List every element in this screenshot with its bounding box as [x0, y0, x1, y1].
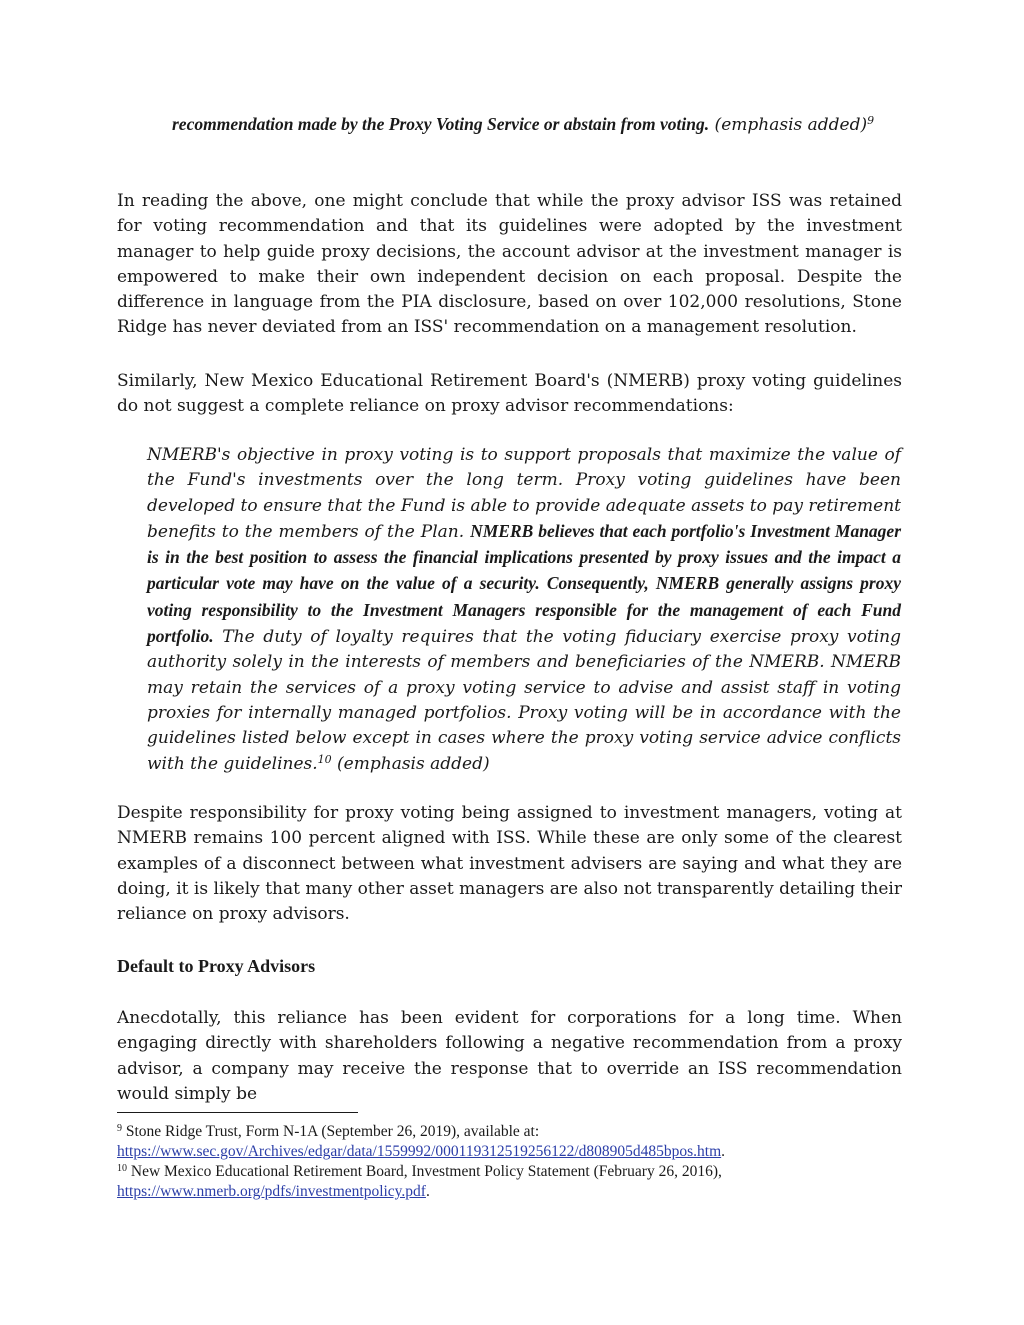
- footnote-number: 9: [117, 1123, 122, 1134]
- block-quote-nmerb: [147, 443, 901, 777]
- footnote-link[interactable]: https://www.nmerb.org/pdfs/investmentpolicy.pdf: [117, 1183, 426, 1200]
- quote-trailer: (emphasis added): [709, 115, 868, 135]
- footnote-text: New Mexico Educational Retirement Board, Investment Policy Statement (February 26, 2016),: [130, 1163, 722, 1180]
- body-paragraph-3: Despite responsibility for proxy voting being assigned to investment managers, voting at NMERB remains 100 percent aligned with ISS. While these are only some of the clearest examples of a disconnect between what investment advisers are saying and what they are doing, it is likely that many other asset managers are also not transparently detailing their reliance on proxy advisors.: [117, 803, 902, 925]
- footnote-10-link-line: [117, 1182, 917, 1202]
- footnotes: [117, 1122, 917, 1202]
- footnote-9: [117, 1122, 917, 1142]
- quote-text-part1: NMERB's objective in proxy voting is to support proposals that maximize the value of the Fund's investments over the long term. Proxy voting guidelines have been developed to ensure that the Fund is able to provide adequate assets to pay retirement benefits to the members of the Plan.: [147, 445, 901, 542]
- footnote-number: 10: [117, 1163, 127, 1174]
- footnote-divider: [117, 1112, 358, 1113]
- footnote-ref-9: 9: [867, 114, 875, 127]
- quote-emphasis: NMERB believes that each portfolio's Investment Manager is in the best position to assess the financial implications presented by proxy issues and the impact a particular vote may have on the value of a security. Consequently, NMERB generally assigns proxy voting responsibility to the Investment Managers responsible for the management of each Fund portfolio.: [147, 520, 901, 647]
- footnote-9-link-line: [117, 1142, 917, 1162]
- section-heading: Default to Proxy Advisors: [117, 956, 316, 976]
- footnote-period: .: [425, 1183, 430, 1200]
- body-paragraph-2: Similarly, New Mexico Educational Retirement Board's (NMERB) proxy voting guidelines do not suggest a complete reliance on proxy advisor recommendations:: [117, 371, 902, 417]
- footnote-ref-10: 10: [317, 752, 332, 766]
- body-paragraph-1: In reading the above, one might conclude that while the proxy advisor ISS was retained for voting recommendation and that its guidelines were adopted by the investment manager to help guide proxy decisions, the account advisor at the investment manager is empowered to make their own independent decision on each proposal. Despite the difference in language from the PIA disclosure, based on over 102,000 resolutions, Stone Ridge has never deviated from an ISS' recommendation on a management resolution.: [117, 191, 902, 338]
- quote-trailer: (emphasis added): [331, 753, 490, 774]
- footnote-text: Stone Ridge Trust, Form N-1A (September 26, 2019), available at:: [125, 1123, 540, 1140]
- quote-emphasis: recommendation made by the Proxy Voting Service or abstain from voting.: [172, 114, 710, 134]
- footnote-link[interactable]: https://www.sec.gov/Archives/edgar/data/1559992/000119312519256122/d808905d485bpos.htm: [117, 1143, 722, 1160]
- quote-text-part2: The duty of loyalty requires that the voting fiduciary exercise proxy voting authority solely in the interests of members and beneficiaries of the NMERB. NMERB may retain the services of a proxy voting service to advise and assist staff in voting proxies for internally managed portfolios. Proxy voting will be in accordance with the guidelines listed below except in cases where the proxy voting service advice conflicts with the guidelines.: [147, 627, 901, 774]
- block-quote-stone-ridge: [172, 112, 900, 138]
- footnote-period: .: [721, 1143, 726, 1160]
- body-paragraph-4: Anecdotally, this reliance has been evident for corporations for a long time. When engaging directly with shareholders following a negative recommendation from a proxy advisor, a company may receive the response that to override an ISS recommendation would simply be: [117, 1008, 902, 1104]
- footnote-10: [117, 1162, 917, 1182]
